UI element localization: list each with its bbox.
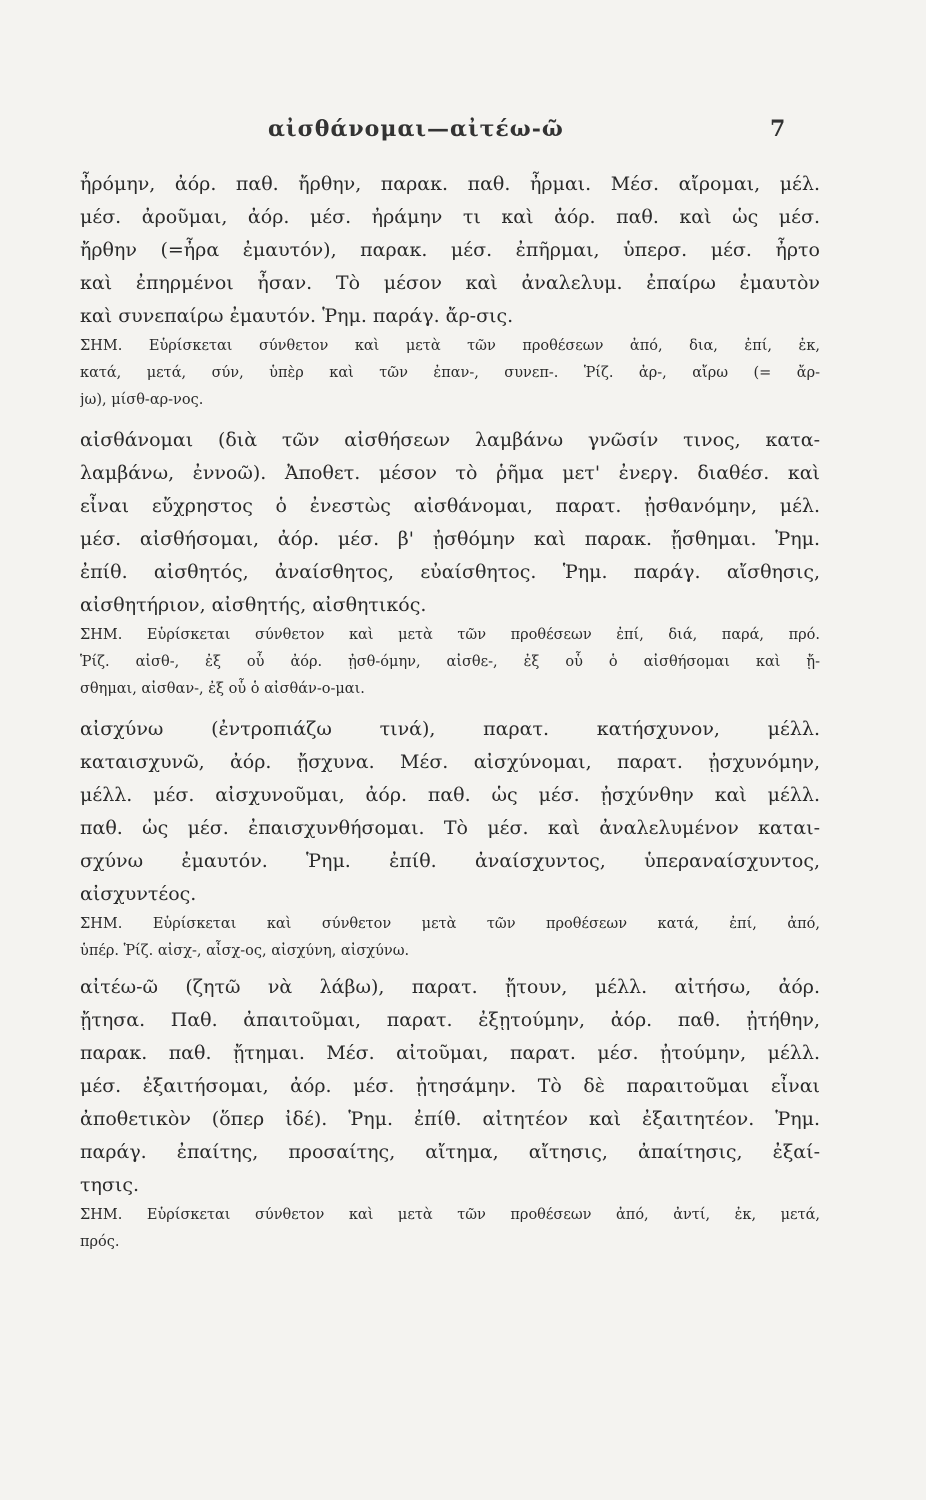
entry-line: καταισχυνῶ, ἀόρ. ᾔσχυνα. Μέσ. αἰσχύνομαι, παρατ. ᾐσχυνόμην,: [80, 751, 820, 773]
entry-line: παράγ. ἐπαίτης, προσαίτης, αἴτημα, αἴτησις, ἀπαίτησις, ἐξαί-: [80, 1141, 820, 1163]
note-line: πρός.: [80, 1234, 120, 1250]
entry-aiteo: [80, 971, 820, 1256]
entry-line: ἤρθην (=ἦρα ἐμαυτόν), παρακ. μέσ. ἐπῆρμαι, ὑπερσ. μέσ. ἦρτο: [80, 239, 820, 261]
entry-note: [80, 622, 820, 703]
entry-line: μέσ. ἀροῦμαι, ἀόρ. μέσ. ἠράμην τι καὶ ἀόρ. παθ. καὶ ὡς μέσ.: [80, 206, 820, 228]
entry-line: ἦρόμην, ἀόρ. παθ. ἤρθην, παρακ. παθ. ἦρμαι. Μέσ. αἴρομαι, μέλ.: [80, 173, 820, 195]
running-head: αἰσθάνομαι—αἰτέω-ῶ: [268, 116, 564, 142]
entry-headword-line: αἰσθάνομαι (διὰ τῶν αἰσθήσεων λαμβάνω γνῶσίν τινος, κατα-: [80, 429, 820, 451]
entry-line: εἶναι εὔχρηστος ὁ ἐνεστὼς αἰσθάνομαι, παρατ. ᾐσθανόμην, μέλ.: [80, 495, 820, 517]
entry-line: ᾔτησα. Παθ. ἀπαιτοῦμαι, παρατ. ἐξῃτούμην, ἀόρ. παθ. ᾐτήθην,: [80, 1009, 820, 1031]
note-line: ΣΗΜ. Εὑρίσκεται σύνθετον καὶ μετὰ τῶν προθέσεων ἐπί, διά, παρά, πρό.: [80, 627, 820, 643]
note-line: ΣΗΜ. Εὑρίσκεται καὶ σύνθετον μετὰ τῶν προθέσεων κατά, ἐπί, ἀπό,: [80, 916, 820, 932]
entry-line: καὶ συνεπαίρω ἐμαυτόν. Ῥημ. παράγ. ἄρ-σις.: [80, 305, 514, 327]
entry-line: μέλλ. μέσ. αἰσχυνοῦμαι, ἀόρ. παθ. ὡς μέσ. ᾐσχύνθην καὶ μέλλ.: [80, 784, 820, 806]
entry-line: αἰσχυντέος.: [80, 883, 197, 905]
page-header: [0, 116, 926, 146]
note-line: ὑπέρ. Ῥίζ. αἰσχ-, αἶσχ-ος, αἰσχύνη, αἰσχύνω.: [80, 943, 410, 959]
entry-line: λαμβάνω, ἐννοῶ). Ἀποθετ. μέσον τὸ ῥῆμα μετ' ἐνεργ. διαθέσ. καὶ: [80, 462, 820, 484]
entry-aisthanomai: [80, 424, 820, 703]
note-line: Ῥίζ. αἰσθ-, ἐξ οὗ ἀόρ. ᾐσθ-όμην, αἰσθε-, ἐξ οὗ ὁ αἰσθήσομαι καὶ ᾔ-: [80, 654, 820, 670]
entry-line: αἰσθητήριον, αἰσθητής, αἰσθητικός.: [80, 594, 427, 616]
note-line: σθημαι, αἰσθαν-, ἐξ οὗ ὁ αἰσθάν-ο-μαι.: [80, 681, 365, 697]
entry-headword-line: αἰσχύνω (ἐντροπιάζω τινά), παρατ. κατήσχυνον, μέλλ.: [80, 718, 820, 740]
entry-line: τησις.: [80, 1174, 139, 1196]
entry-line: μέσ. ἐξαιτήσομαι, ἀόρ. μέσ. ᾐτησάμην. Τὸ δὲ παραιτοῦμαι εἶναι: [80, 1075, 820, 1097]
entry-line: παθ. ὡς μέσ. ἐπαισχυνθήσομαι. Τὸ μέσ. καὶ ἀναλελυμένον καται-: [80, 817, 820, 839]
entry-note: [80, 333, 820, 414]
entry-aischyno: [80, 713, 820, 965]
entry-airo-continuation: [80, 168, 820, 414]
note-line: jω), μίσθ-αρ-νος.: [80, 392, 204, 408]
entry-line: σχύνω ἐμαυτόν. Ῥημ. ἐπίθ. ἀναίσχυντος, ὑπεραναίσχυντος,: [80, 850, 820, 872]
note-line: ΣΗΜ. Εὑρίσκεται σύνθετον καὶ μετὰ τῶν προθέσεων ἀπό, δια, ἐπί, ἐκ,: [80, 338, 820, 354]
entry-line: ἀποθετικὸν (ὅπερ ἰδέ). Ῥημ. ἐπίθ. αἰτητέον καὶ ἐξαιτητέον. Ῥημ.: [80, 1108, 820, 1130]
entry-headword-line: αἰτέω-ῶ (ζητῶ νὰ λάβω), παρατ. ᾔτουν, μέλλ. αἰτήσω, ἀόρ.: [80, 976, 820, 998]
entry-line: καὶ ἐπηρμένοι ἦσαν. Τὸ μέσον καὶ ἀναλελυμ. ἐπαίρω ἐμαυτὸν: [80, 272, 820, 294]
note-line: ΣΗΜ. Εὑρίσκεται σύνθετον καὶ μετὰ τῶν προθέσεων ἀπό, ἀντί, ἐκ, μετά,: [80, 1207, 820, 1223]
page-number: 7: [770, 116, 786, 142]
dictionary-body: [80, 168, 820, 1256]
entry-line: ἐπίθ. αἰσθητός, ἀναίσθητος, εὐαίσθητος. Ῥημ. παράγ. αἴσθησις,: [80, 561, 820, 583]
note-line: κατά, μετά, σύν, ὑπὲρ καὶ τῶν ἐπαν-, συνεπ-. Ῥίζ. ἀρ-, αἴρω (= ἄρ-: [80, 365, 820, 381]
entry-line: παρακ. παθ. ᾔτημαι. Μέσ. αἰτοῦμαι, παρατ. μέσ. ᾐτούμην, μέλλ.: [80, 1042, 820, 1064]
entry-note: [80, 1202, 820, 1256]
entry-note: [80, 911, 820, 965]
entry-line: μέσ. αἰσθήσομαι, ἀόρ. μέσ. β' ᾐσθόμην καὶ παρακ. ᾔσθημαι. Ῥημ.: [80, 528, 820, 550]
